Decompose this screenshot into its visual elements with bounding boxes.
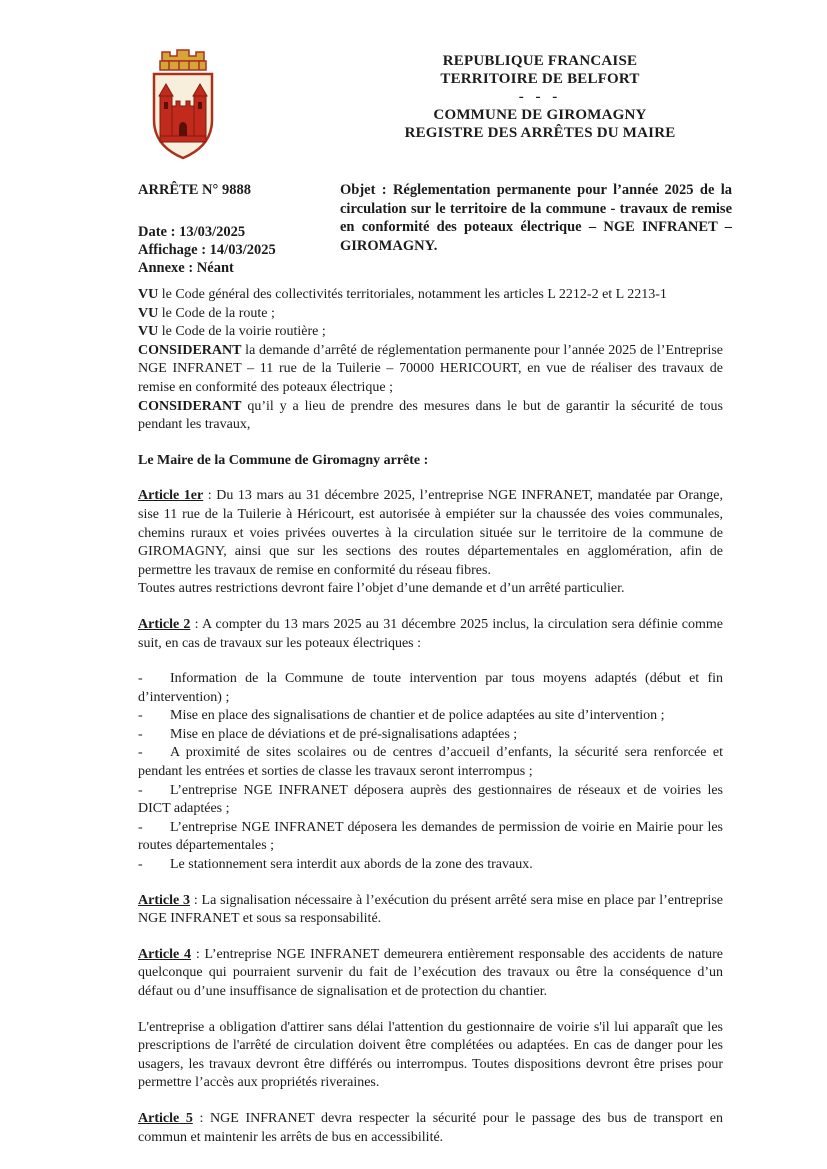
article-1-paragraph xyxy=(138,487,723,580)
date-line: Date : 13/03/2025 xyxy=(138,224,246,240)
article-2-item-text: Mise en place des signalisations de chantier et de police adaptées au site d’intervention ; xyxy=(170,708,665,724)
register-line: REGISTRE DES ARRÊTES DU MAIRE xyxy=(404,125,676,141)
list-dash: - xyxy=(138,819,143,835)
article-4-label: Article 4 xyxy=(138,946,192,962)
article-4-extra-paragraph: L'entreprise a obligation d'attirer sans délai l'attention du gestionnaire de voirie s'il lui apparaît que les prescriptions de l'arrêté de circulation doivent être complétées ou adaptées. En cas de danger pour les usagers, les travaux devront être différés ou interrompus. Toutes dispositions devront être prises pour permettre l’accès aux propriétés riveraines. xyxy=(138,1019,723,1091)
arrete-number: ARRÊTE N° 9888 xyxy=(138,182,251,198)
letterhead xyxy=(340,52,740,142)
article-3-paragraph xyxy=(138,892,723,929)
vu-3-text: le Code de la voirie routière ; xyxy=(158,324,326,340)
article-2-item xyxy=(138,819,723,856)
article-2-item xyxy=(138,726,723,745)
considerant-paragraph-2 xyxy=(138,398,723,435)
vu-paragraph-2 xyxy=(138,305,723,324)
republic-line: REPUBLIQUE FRANCAISE xyxy=(442,53,638,69)
commune-line: COMMUNE DE GIROMAGNY xyxy=(433,107,647,123)
considerant-1-label: CONSIDERANT xyxy=(138,342,242,358)
vu-1-label: VU xyxy=(138,287,159,302)
considerant-1-text: la demande d’arrêté de réglementation permanente pour l’année 2025 de l’Entreprise NGE INFRANET – 11 rue de la Tuilerie – 70000 HERICOURT, en vue de réaliser des travaux de remise en conformité des poteaux électrique ; xyxy=(138,342,723,395)
article-2-item xyxy=(138,782,723,819)
article-2-item-text: Information de la Commune de toute intervention par tous moyens adaptés (début et fin d’intervention) ; xyxy=(138,671,723,705)
article-1-text: : Du 13 mars au 31 décembre 2025, l’entreprise NGE INFRANET, mandatée par Orange, sise 11 rue de la Tuilerie à Héricourt, est autorisée à empiéter sur la chaussée des voies communales, chemins ruraux et voies privées ouvertes à la circulation située sur le territoire de la commune de GIROMAGNY, ainsi que sur les sections des routes départementales en agglomération, afin de permettre les travaux de remise en conformité du réseau fibres. xyxy=(138,488,723,578)
list-dash: - xyxy=(138,726,143,742)
coat-of-arms-graphic xyxy=(147,44,219,162)
vu-paragraph-1 xyxy=(138,286,723,305)
article-5-paragraph xyxy=(138,1110,723,1147)
article-2-item xyxy=(138,744,723,781)
list-dash: - xyxy=(138,857,143,873)
article-2-item xyxy=(138,707,723,726)
separator-line: - - - xyxy=(518,89,562,105)
list-dash: - xyxy=(138,671,143,687)
affichage-line: Affichage : 14/03/2025 xyxy=(138,242,276,258)
article-5-label: Article 5 xyxy=(138,1110,193,1126)
article-2-item-text: L’entreprise NGE INFRANET déposera les demandes de permission de voirie en Mairie pour les routes départementales ; xyxy=(138,819,723,854)
article-2-text: : A compter du 13 mars 2025 au 31 décembre 2025 inclus, la circulation sera définie comme suit, en cas de travaux sur les poteaux électriques : xyxy=(138,616,723,651)
article-2-label: Article 2 xyxy=(138,616,191,632)
annexe-line: Annexe : Néant xyxy=(138,260,234,276)
article-3-label: Article 3 xyxy=(138,892,191,908)
vu-2-label: VU xyxy=(138,305,159,321)
article-2-item-text: Le stationnement sera interdit aux abords de la zone des travaux. xyxy=(170,857,533,873)
decree-heading: Le Maire de la Commune de Giromagny arrête : xyxy=(138,452,429,468)
list-dash: - xyxy=(138,708,143,724)
article-4-paragraph xyxy=(138,946,723,1002)
article-1-label: Article 1er xyxy=(138,488,204,504)
article-5-text: : NGE INFRANET devra respecter la sécurité pour le passage des bus de transport en commun et maintenir les arrêts de bus en accessibilité. xyxy=(138,1110,723,1145)
list-dash: - xyxy=(138,745,143,761)
vu-2-text: le Code de la route ; xyxy=(158,305,275,321)
meta-block xyxy=(138,181,276,277)
article-2-item xyxy=(138,670,723,707)
article-4-text: : L’entreprise NGE INFRANET demeurera entièrement responsable des accidents de nature quelconque qui pourraient survenir du fait de l’exécution des travaux ou être la conséquence d’un défaut ou d’une insuffisance de signalisation et de protection du chantier. xyxy=(138,946,723,999)
article-3-text: : La signalisation nécessaire à l’exécution du présent arrêté sera mise en place par l’entreprise NGE INFRANET et sous sa responsabilité. xyxy=(138,892,723,927)
document-body xyxy=(138,286,723,1147)
considerant-2-label: CONSIDERANT xyxy=(138,398,242,414)
article-1-extra-paragraph: Toutes autres restrictions devront faire l’objet d’une demande et d’un arrêté particulier. xyxy=(138,581,625,597)
territory-line: TERRITOIRE DE BELFORT xyxy=(440,71,640,87)
article-2-item-text: Mise en place de déviations et de pré-signalisations adaptées ; xyxy=(170,726,518,742)
considerant-paragraph-1 xyxy=(138,342,723,398)
article-2-item-text: A proximité de sites scolaires ou de centres d’accueil d’enfants, la sécurité sera renforcée et pendant les entrées et sorties de classe les travaux seront interrompus ; xyxy=(138,745,723,780)
giromagny-coat-of-arms xyxy=(147,44,219,162)
vu-3-label: VU xyxy=(138,324,159,340)
article-2-paragraph xyxy=(138,616,723,653)
article-2-item-text: L’entreprise NGE INFRANET déposera auprès des gestionnaires de réseaux et de voiries les DICT adaptées ; xyxy=(138,782,723,817)
vu-1-text: le Code général des collectivités territoriales, notamment les articles L 2212-2 et L 2213-1 xyxy=(158,287,667,302)
article-2-item xyxy=(138,856,723,875)
vu-paragraph-3 xyxy=(138,323,723,342)
considerant-2-text: qu’il y a lieu de prendre des mesures dans le but de garantir la sécurité de tous pendant les travaux, xyxy=(138,398,723,433)
objet-paragraph: Objet : Réglementation permanente pour l’année 2025 de la circulation sur le territoire de la commune - travaux de remise en conformité des poteaux électrique – NGE INFRANET – GIROMAGNY. xyxy=(340,182,732,254)
list-dash: - xyxy=(138,782,143,798)
